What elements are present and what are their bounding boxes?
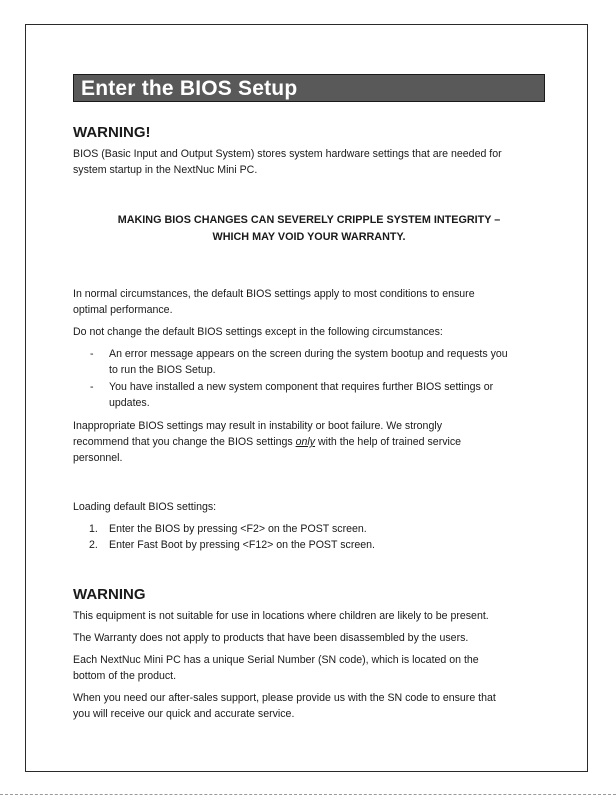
- step-text: Enter the BIOS by pressing <F2> on the POST screen.: [109, 523, 367, 535]
- para1-line1: In normal circumstances, the default BIOS settings apply to most conditions to ensure: [73, 288, 475, 300]
- circumstances-list: [73, 346, 545, 411]
- list-item: [73, 537, 545, 553]
- bios-description-line1: BIOS (Basic Input and Output System) stores system hardware settings that are needed for: [73, 148, 502, 160]
- para3-line1: Inappropriate BIOS settings may result in instability or boot failure. We strongly: [73, 420, 442, 432]
- bios-description-line2: system startup in the NextNuc Mini PC.: [73, 164, 258, 176]
- sn-line1: Each NextNuc Mini PC has a unique Serial Number (SN code), which is located on the: [73, 654, 479, 666]
- dash-marker: -: [90, 348, 94, 360]
- para3-line3: personnel.: [73, 452, 123, 464]
- list-item-line1: You have installed a new system component that requires further BIOS settings or: [109, 381, 494, 393]
- page-edge-line: [0, 794, 616, 795]
- dash-marker: -: [90, 381, 94, 393]
- warning-heading: WARNING!: [73, 124, 151, 141]
- children-warning: This equipment is not suitable for use in locations where children are likely to be present.: [73, 610, 489, 622]
- para1-line2: optimal performance.: [73, 304, 173, 316]
- list-item-line2: to run the BIOS Setup.: [109, 364, 216, 376]
- emphasis-only: only: [295, 436, 316, 448]
- warranty-notice-line2: WHICH MAY VOID YOUR WARRANTY.: [212, 231, 406, 243]
- loading-defaults-intro: Loading default BIOS settings:: [73, 501, 217, 513]
- warranty-notice-line1: MAKING BIOS CHANGES CAN SEVERELY CRIPPLE SYSTEM INTEGRITY –: [117, 214, 501, 226]
- loading-steps-list: [73, 521, 545, 553]
- normal-circumstances-paragraph: [73, 286, 545, 318]
- list-item-line2: updates.: [109, 397, 150, 409]
- step-text: Enter Fast Boot by pressing <F12> on the POST screen.: [109, 539, 375, 551]
- list-item: [73, 346, 545, 378]
- warranty-notice: [73, 212, 545, 246]
- second-warning-heading: WARNING: [73, 586, 146, 603]
- para3-line2-post: with the help of trained service: [315, 436, 462, 448]
- list-item: [73, 379, 545, 411]
- document-content: [73, 74, 545, 728]
- list-item: [73, 521, 545, 537]
- do-not-change-paragraph: Do not change the default BIOS settings except in the following circumstances:: [73, 326, 443, 338]
- support-line1: When you need our after-sales support, please provide us with the SN code to ensure that: [73, 692, 496, 704]
- serial-number-note: [73, 652, 545, 684]
- warranty-disassembly-note: The Warranty does not apply to products that have been disassembled by the users.: [73, 632, 469, 644]
- step-number: 1.: [89, 523, 98, 535]
- title-banner: [73, 74, 545, 102]
- para3-line2-pre: recommend that you change the BIOS settings: [73, 436, 296, 448]
- inappropriate-settings-paragraph: [73, 418, 545, 466]
- bios-description: [73, 146, 545, 178]
- list-item-line1: An error message appears on the screen during the system bootup and requests you: [109, 348, 508, 360]
- after-sales-note: [73, 690, 545, 722]
- page-title: Enter the BIOS Setup: [81, 77, 298, 100]
- sn-line2: bottom of the product.: [73, 670, 177, 682]
- step-number: 2.: [89, 539, 98, 551]
- support-line2: you will receive our quick and accurate service.: [73, 708, 295, 720]
